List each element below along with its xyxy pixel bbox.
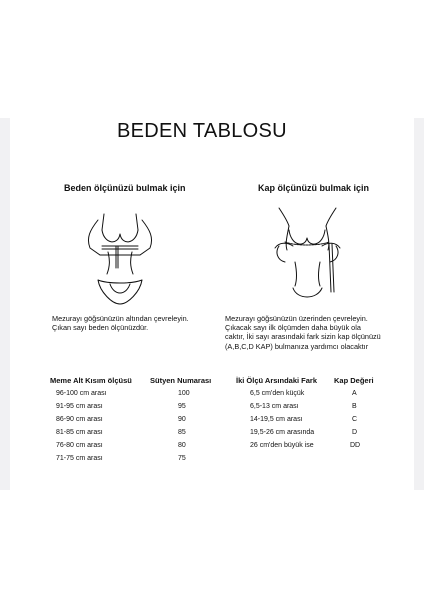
- cup-description-line: Mezurayı göğsünüzün üzerinden çevreleyin.: [225, 314, 368, 323]
- cup-table-header-cup-value: Kap Değeri: [334, 376, 374, 385]
- page-title: BEDEN TABLOSU: [117, 120, 287, 142]
- left-edge-panel: [0, 118, 10, 490]
- size-table-range: 86-90 cm arası: [56, 416, 103, 423]
- cup-description-line: (A,B,C,D KAP) bulmanıza yardımcı olacaktır: [225, 341, 369, 351]
- cup-table-difference: 26 cm'den büyük ise: [250, 442, 314, 449]
- cup-description-line: Çıkacak sayı ilk ölçümden daha büyük ola: [225, 323, 361, 333]
- cup-description: [225, 314, 405, 351]
- cup-table-difference: 19,5-26 cm arasında: [250, 429, 315, 436]
- cup-description-line: caktır, İki sayı arasındaki fark sizin kap ölçünüzü: [225, 332, 381, 342]
- size-table-range: 76-80 cm arası: [56, 442, 103, 449]
- size-description: [52, 314, 227, 332]
- bust-measure-illustration: [265, 200, 350, 310]
- size-table-range: 96-100 cm arası: [56, 390, 107, 397]
- right-edge-panel: [414, 118, 424, 490]
- cup-table-header-difference: İki Ölçü Arsındaki Fark: [236, 376, 318, 385]
- size-description-line: Mezurayı göğsünüzün altından çevreleyin.: [52, 314, 189, 323]
- size-description-line: Çıkan sayı beden ölçünüzdür.: [52, 323, 149, 333]
- cup-heading: Kap ölçünüzü bulmak için: [258, 183, 370, 193]
- cup-table-difference: 14-19,5 cm arası: [250, 416, 303, 423]
- cup-table-cup: DD: [350, 442, 361, 449]
- size-heading: Beden ölçünüzü bulmak için: [64, 183, 186, 193]
- cup-table-cup: A: [352, 390, 357, 397]
- size-table-range: 91-95 cm arası: [56, 403, 103, 410]
- cup-table-difference: 6,5 cm'den küçük: [250, 390, 305, 397]
- size-table-header-bra-number: Sütyen Numarası: [150, 376, 212, 385]
- cup-table-cup: B: [352, 403, 357, 410]
- size-table-number: 80: [178, 442, 186, 449]
- size-table-number: 95: [178, 403, 186, 410]
- size-table-number: 90: [178, 416, 186, 423]
- size-table-number: 100: [178, 390, 190, 397]
- cup-table-cup: C: [352, 416, 358, 423]
- size-table-number: 75: [178, 455, 186, 462]
- cup-table-cup: D: [352, 429, 358, 436]
- cup-table-difference: 6,5-13 cm arası: [250, 403, 299, 410]
- size-table-header-underbust: Meme Alt Kısım ölçüsü: [50, 376, 132, 385]
- size-table-range: 81-85 cm arası: [56, 429, 103, 436]
- underbust-measure-illustration: [80, 200, 160, 310]
- size-table-number: 85: [178, 429, 186, 436]
- size-table-range: 71-75 cm arası: [56, 455, 103, 462]
